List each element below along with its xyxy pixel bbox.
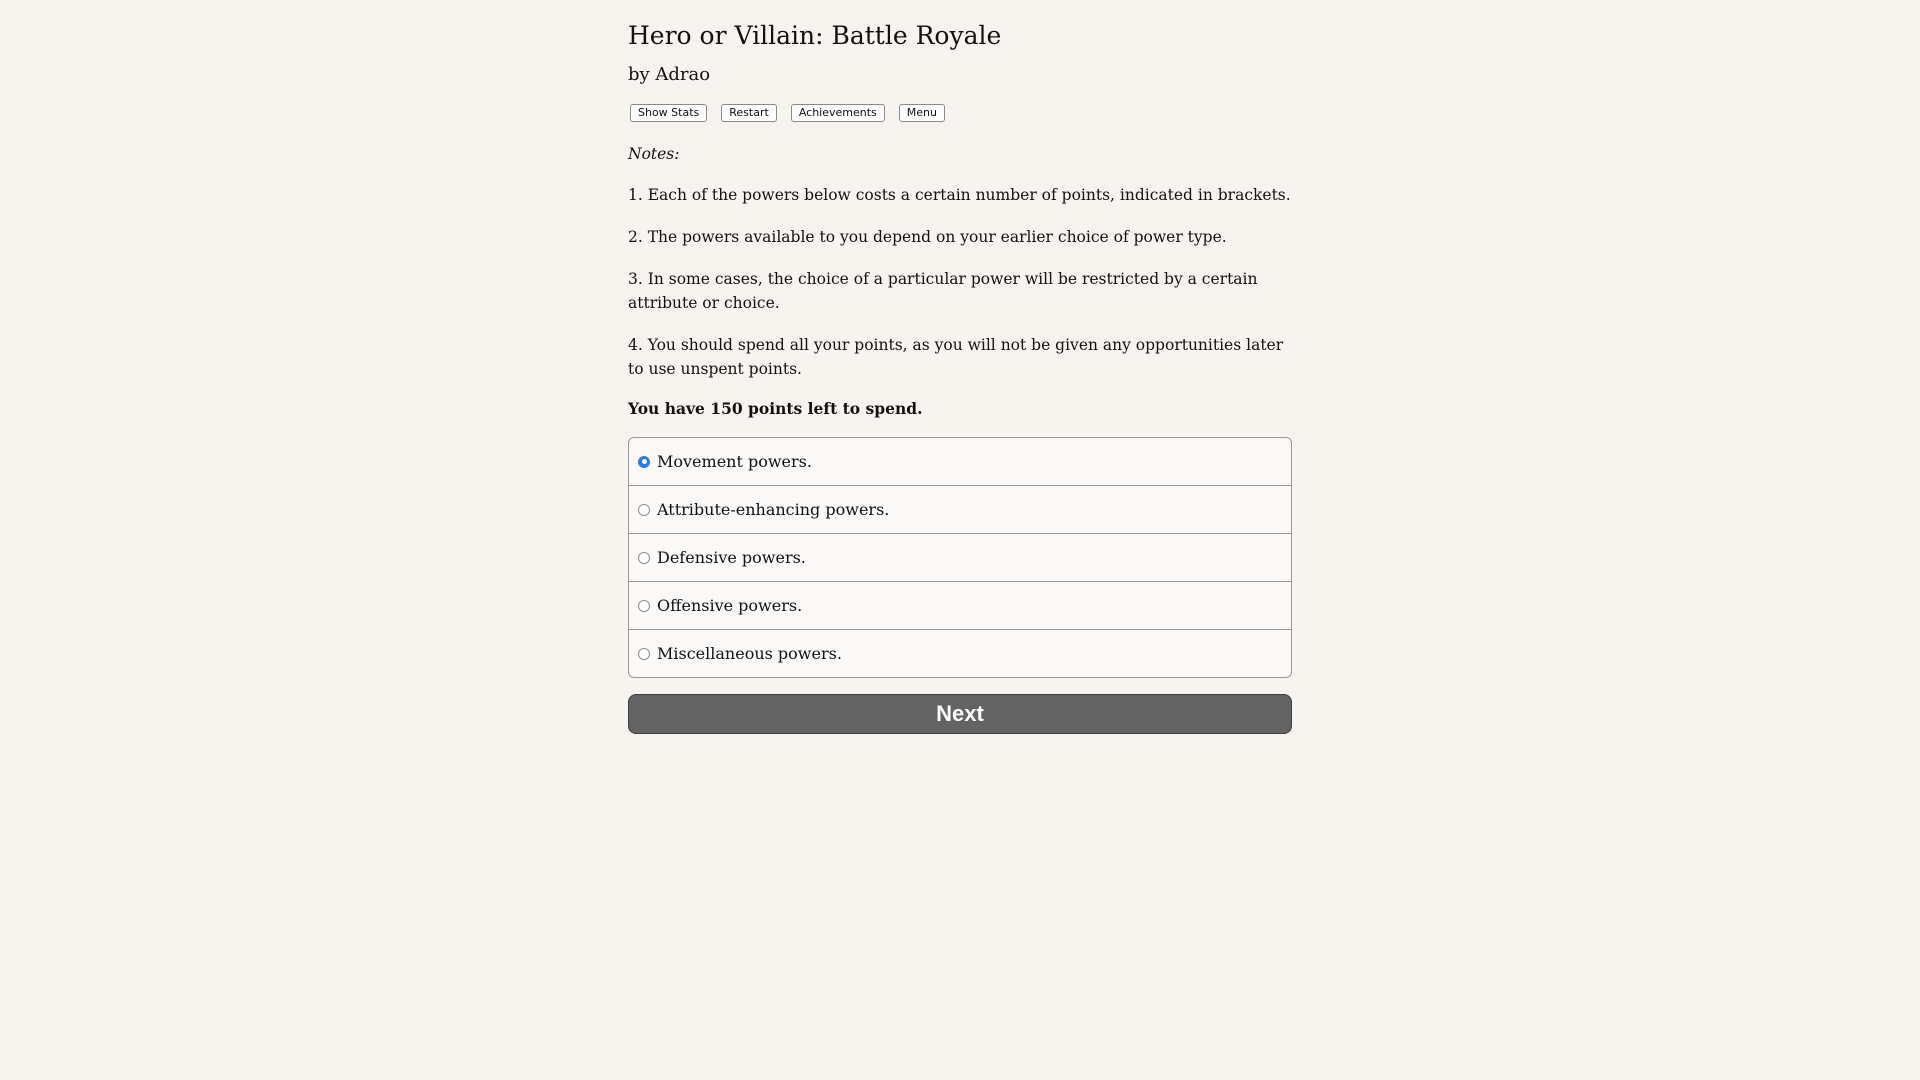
game-container <box>628 0 1292 734</box>
game-author: by Adrao <box>628 64 711 85</box>
choice-label: Miscellaneous powers. <box>657 644 842 663</box>
radio-selected-icon[interactable] <box>638 456 650 468</box>
choice-label: Movement powers. <box>657 452 812 471</box>
radio-icon[interactable] <box>638 648 650 660</box>
note-4: 4. You should spend all your points, as you will not be given any opportunities later to use unspent points. <box>628 336 1284 378</box>
notes-heading: Notes: <box>628 145 680 163</box>
choice-label: Defensive powers. <box>657 548 806 567</box>
achievements-button[interactable]: Achievements <box>791 104 885 122</box>
radio-icon[interactable] <box>638 552 650 564</box>
note-3: 3. In some cases, the choice of a particular power will be restricted by a certain attribute or choice. <box>628 270 1258 312</box>
points-remaining: You have 150 points left to spend. <box>628 399 923 418</box>
menu-button[interactable]: Menu <box>899 104 945 122</box>
choice-movement-powers[interactable] <box>629 438 1291 485</box>
choice-list <box>628 437 1292 678</box>
radio-icon[interactable] <box>638 504 650 516</box>
toolbar <box>628 104 1292 124</box>
restart-button[interactable]: Restart <box>721 104 777 122</box>
game-title: Hero or Villain: Battle Royale <box>628 21 1002 50</box>
choice-offensive-powers[interactable] <box>629 581 1291 629</box>
show-stats-button[interactable]: Show Stats <box>630 104 707 122</box>
radio-icon[interactable] <box>638 600 650 612</box>
choice-attribute-enhancing-powers[interactable] <box>629 485 1291 533</box>
note-2: 2. The powers available to you depend on your earlier choice of power type. <box>628 228 1227 246</box>
note-1: 1. Each of the powers below costs a certain number of points, indicated in brackets. <box>628 186 1291 204</box>
choice-label: Attribute-enhancing powers. <box>657 500 890 519</box>
choice-defensive-powers[interactable] <box>629 533 1291 581</box>
next-button[interactable]: Next <box>628 694 1292 734</box>
choice-miscellaneous-powers[interactable] <box>629 629 1291 677</box>
choice-label: Offensive powers. <box>657 596 803 615</box>
